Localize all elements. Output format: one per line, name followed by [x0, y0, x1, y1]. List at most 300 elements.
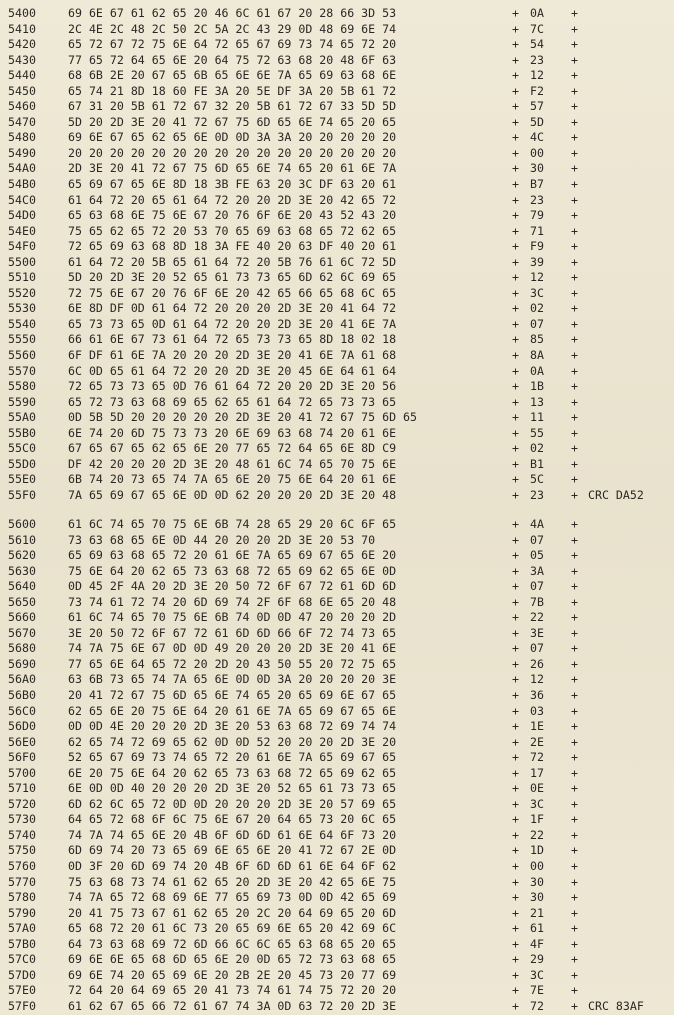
plus-sign: + — [512, 177, 519, 192]
row-hex-bytes: 65 73 73 65 0D 61 64 72 20 20 2D 3E 20 41 6E 7A — [68, 316, 397, 331]
row-address: 57E0 — [8, 983, 36, 998]
plus-sign: + — [512, 672, 519, 687]
row-address: 57C0 — [8, 952, 36, 967]
hex-row — [0, 750, 674, 766]
plus-sign: + — [512, 656, 519, 671]
row-address: 5550 — [8, 332, 36, 347]
row-address: 5660 — [8, 610, 36, 625]
plus-sign: + — [571, 998, 578, 1013]
row-checksum: 23 — [530, 192, 544, 207]
plus-sign: + — [571, 641, 578, 656]
plus-sign: + — [512, 890, 519, 905]
plus-sign: + — [512, 750, 519, 765]
plus-sign: + — [512, 719, 519, 734]
row-address: 5770 — [8, 874, 36, 889]
plus-sign: + — [512, 579, 519, 594]
hex-row — [0, 781, 674, 797]
row-checksum: 1D — [530, 843, 544, 858]
row-checksum: 5D — [530, 114, 544, 129]
row-address: 5580 — [8, 379, 36, 394]
row-hex-bytes: 66 61 6E 67 73 61 64 72 65 73 73 65 8D 18 02 18 — [68, 332, 397, 347]
row-checksum: 3C — [530, 796, 544, 811]
row-address: 5730 — [8, 812, 36, 827]
row-hex-bytes: 6C 0D 65 61 64 72 20 20 2D 3E 20 45 6E 64 61 64 — [68, 363, 397, 378]
hex-row — [0, 317, 674, 333]
row-address: 5760 — [8, 859, 36, 874]
hex-row — [0, 332, 674, 348]
plus-sign: + — [512, 441, 519, 456]
row-checksum: 72 — [530, 998, 544, 1013]
row-hex-bytes: 64 73 63 68 69 72 6D 66 6C 6C 65 63 68 65 20 65 — [68, 936, 397, 951]
row-hex-bytes: 74 7A 75 6E 67 0D 0D 49 20 20 20 2D 3E 20 41 6E — [68, 641, 397, 656]
row-address: 5650 — [8, 594, 36, 609]
row-hex-bytes: 69 6E 67 61 62 65 20 46 6C 61 67 20 28 66 3D 53 — [68, 6, 397, 20]
row-checksum: 26 — [530, 656, 544, 671]
row-address: 54F0 — [8, 239, 36, 254]
block-crc: CRC DA52 — [588, 487, 644, 502]
row-address: 5640 — [8, 579, 36, 594]
plus-sign: + — [571, 301, 578, 316]
plus-sign: + — [571, 719, 578, 734]
row-checksum: 30 — [530, 874, 544, 889]
plus-sign: + — [512, 363, 519, 378]
row-checksum: B1 — [530, 456, 544, 471]
row-hex-bytes: 63 6B 73 65 74 7A 65 6E 0D 0D 3A 20 20 20 20 3E — [68, 672, 397, 687]
row-checksum: 02 — [530, 301, 544, 316]
plus-sign: + — [512, 921, 519, 936]
hex-row — [0, 6, 674, 22]
row-checksum: 7B — [530, 594, 544, 609]
row-hex-bytes: 7A 65 69 67 65 6E 0D 0D 62 20 20 20 2D 3E 20 48 — [68, 487, 397, 502]
plus-sign: + — [571, 672, 578, 687]
row-checksum: 1E — [530, 719, 544, 734]
plus-sign: + — [571, 425, 578, 440]
row-hex-bytes: 20 41 72 67 75 6D 65 6E 74 65 20 65 69 6E 67 65 — [68, 688, 397, 703]
row-address: 5630 — [8, 563, 36, 578]
plus-sign: + — [512, 68, 519, 83]
plus-sign: + — [571, 239, 578, 254]
row-hex-bytes: 20 20 20 20 20 20 20 20 20 20 20 20 20 20 20 20 — [68, 145, 397, 160]
row-address: 57A0 — [8, 921, 36, 936]
row-checksum: 2E — [530, 734, 544, 749]
row-address: 5590 — [8, 394, 36, 409]
row-address: 5530 — [8, 301, 36, 316]
row-address: 5510 — [8, 270, 36, 285]
hex-row — [0, 99, 674, 115]
row-checksum: 23 — [530, 487, 544, 502]
hex-row — [0, 843, 674, 859]
plus-sign: + — [571, 890, 578, 905]
hex-row — [0, 968, 674, 984]
row-checksum: 00 — [530, 859, 544, 874]
plus-sign: + — [571, 285, 578, 300]
plus-sign: + — [512, 208, 519, 223]
plus-sign: + — [512, 827, 519, 842]
plus-sign: + — [571, 579, 578, 594]
plus-sign: + — [571, 688, 578, 703]
plus-sign: + — [512, 812, 519, 827]
row-hex-bytes: 65 69 67 65 6E 8D 18 3B FE 63 20 3C DF 63 20 61 — [68, 177, 397, 192]
hex-row — [0, 301, 674, 317]
row-hex-bytes: 0D 3F 20 6D 69 74 20 4B 6F 6D 6D 61 6E 64 6F 62 — [68, 859, 397, 874]
plus-sign: + — [571, 781, 578, 796]
row-hex-bytes: 6D 69 74 20 73 65 69 6E 65 6E 20 41 72 67 2E 0D — [68, 843, 397, 858]
row-address: 5560 — [8, 348, 36, 363]
row-checksum: 3C — [530, 285, 544, 300]
plus-sign: + — [512, 594, 519, 609]
row-checksum: 29 — [530, 952, 544, 967]
plus-sign: + — [512, 145, 519, 160]
plus-sign: + — [512, 487, 519, 502]
row-checksum: 17 — [530, 765, 544, 780]
plus-sign: + — [512, 192, 519, 207]
plus-sign: + — [512, 37, 519, 52]
plus-sign: + — [571, 348, 578, 363]
hex-dump-block-1 — [0, 6, 674, 504]
row-hex-bytes: 69 6E 67 65 62 65 6E 0D 0D 3A 3A 20 20 20 20 20 — [68, 130, 397, 145]
row-address: 5520 — [8, 285, 36, 300]
hex-row — [0, 983, 674, 999]
plus-sign: + — [571, 208, 578, 223]
row-address: 57D0 — [8, 967, 36, 982]
plus-sign: + — [512, 688, 519, 703]
row-address: 5780 — [8, 890, 36, 905]
row-address: 5490 — [8, 145, 36, 160]
row-checksum: F2 — [530, 83, 544, 98]
plus-sign: + — [512, 641, 519, 656]
row-hex-bytes: 72 64 20 64 69 65 20 41 73 74 61 74 75 72 20 20 — [68, 983, 397, 998]
row-hex-bytes: 6E 74 20 6D 75 73 73 20 6E 69 63 68 74 20 61 6E — [68, 425, 397, 440]
plus-sign: + — [512, 394, 519, 409]
plus-sign: + — [512, 765, 519, 780]
row-hex-bytes: 75 65 62 65 72 20 53 70 65 69 63 68 65 72 62 65 — [68, 223, 397, 238]
plus-sign: + — [571, 656, 578, 671]
row-checksum: 03 — [530, 703, 544, 718]
plus-sign: + — [512, 6, 519, 20]
row-hex-bytes: 77 65 6E 64 65 72 20 2D 20 43 50 55 20 72 75 65 — [68, 656, 397, 671]
row-checksum: 30 — [530, 161, 544, 176]
row-checksum: 36 — [530, 688, 544, 703]
plus-sign: + — [512, 936, 519, 951]
row-address: 54B0 — [8, 177, 36, 192]
hex-row — [0, 270, 674, 286]
row-checksum: 57 — [530, 99, 544, 114]
row-checksum: 07 — [530, 532, 544, 547]
row-checksum: 22 — [530, 827, 544, 842]
plus-sign: + — [571, 936, 578, 951]
row-address: 55E0 — [8, 472, 36, 487]
row-hex-bytes: 73 74 61 72 74 20 6D 69 74 2F 6F 68 6E 65 20 48 — [68, 594, 397, 609]
row-address: 5410 — [8, 21, 36, 36]
row-checksum: 0E — [530, 781, 544, 796]
plus-sign: + — [571, 487, 578, 502]
plus-sign: + — [571, 332, 578, 347]
row-hex-bytes: 6E 8D DF 0D 61 64 72 20 20 20 2D 3E 20 41 64 72 — [68, 301, 397, 316]
plus-sign: + — [512, 967, 519, 982]
hex-row — [0, 130, 674, 146]
row-hex-bytes: 75 63 68 73 74 61 62 65 20 2D 3E 20 42 65 6E 75 — [68, 874, 397, 889]
hex-row — [0, 952, 674, 968]
row-hex-bytes: 62 65 74 72 69 65 62 0D 0D 52 20 20 20 2D 3E 20 — [68, 734, 397, 749]
hex-row — [0, 472, 674, 488]
hex-row — [0, 859, 674, 875]
hex-row — [0, 457, 674, 473]
plus-sign: + — [571, 316, 578, 331]
row-hex-bytes: 75 6E 64 20 62 65 73 63 68 72 65 69 62 65 6E 0D — [68, 563, 397, 578]
hex-row — [0, 488, 674, 504]
row-checksum: 4A — [530, 517, 544, 531]
row-checksum: 07 — [530, 641, 544, 656]
plus-sign: + — [571, 625, 578, 640]
plus-sign: + — [571, 6, 578, 20]
row-hex-bytes: 65 72 73 63 68 69 65 62 65 61 64 72 65 73 73 65 — [68, 394, 397, 409]
row-hex-bytes: 72 75 6E 67 20 76 6F 6E 20 42 65 66 65 68 6C 65 — [68, 285, 397, 300]
plus-sign: + — [571, 921, 578, 936]
plus-sign: + — [571, 52, 578, 67]
hex-row — [0, 719, 674, 735]
row-hex-bytes: 67 65 67 65 62 65 6E 20 77 65 72 64 65 6E 8D C9 — [68, 441, 397, 456]
hex-row — [0, 688, 674, 704]
hex-row — [0, 812, 674, 828]
plus-sign: + — [571, 532, 578, 547]
plus-sign: + — [571, 99, 578, 114]
plus-sign: + — [512, 83, 519, 98]
row-checksum: 7C — [530, 21, 544, 36]
row-address: 5430 — [8, 52, 36, 67]
plus-sign: + — [571, 161, 578, 176]
row-hex-bytes: 61 62 67 65 66 72 61 67 74 3A 0D 63 72 20 2D 3E — [68, 998, 397, 1013]
row-address: 5750 — [8, 843, 36, 858]
plus-sign: + — [571, 843, 578, 858]
row-hex-bytes: 74 7A 74 65 6E 20 4B 6F 6D 6D 61 6E 64 6F 73 20 — [68, 827, 397, 842]
plus-sign: + — [512, 796, 519, 811]
hex-row — [0, 890, 674, 906]
plus-sign: + — [571, 703, 578, 718]
row-hex-bytes: 6F DF 61 6E 7A 20 20 20 2D 3E 20 41 6E 7A 61 68 — [68, 348, 397, 363]
hex-row — [0, 115, 674, 131]
row-hex-bytes: 73 63 68 65 6E 0D 44 20 20 20 2D 3E 20 53 70 — [68, 532, 376, 547]
plus-sign: + — [512, 114, 519, 129]
row-checksum: 72 — [530, 750, 544, 765]
row-checksum: 0A — [530, 6, 544, 20]
row-hex-bytes: 6D 62 6C 65 72 0D 0D 20 20 20 2D 3E 20 57 69 65 — [68, 796, 397, 811]
plus-sign: + — [512, 348, 519, 363]
plus-sign: + — [571, 517, 578, 531]
row-checksum: 55 — [530, 425, 544, 440]
plus-sign: + — [571, 734, 578, 749]
plus-sign: + — [571, 967, 578, 982]
row-address: 5600 — [8, 517, 36, 531]
plus-sign: + — [571, 859, 578, 874]
hex-row — [0, 548, 674, 564]
plus-sign: + — [512, 332, 519, 347]
row-address: 56C0 — [8, 703, 36, 718]
block-crc: CRC 83AF — [588, 998, 644, 1013]
hex-row — [0, 239, 674, 255]
plus-sign: + — [571, 68, 578, 83]
plus-sign: + — [512, 52, 519, 67]
plus-sign: + — [512, 532, 519, 547]
plus-sign: + — [571, 905, 578, 920]
plus-sign: + — [571, 192, 578, 207]
hex-row — [0, 161, 674, 177]
hex-row — [0, 937, 674, 953]
row-address: 5720 — [8, 796, 36, 811]
hex-row — [0, 672, 674, 688]
plus-sign: + — [571, 563, 578, 578]
plus-sign: + — [512, 161, 519, 176]
hex-row — [0, 224, 674, 240]
row-checksum: 4C — [530, 130, 544, 145]
hex-row — [0, 37, 674, 53]
plus-sign: + — [512, 316, 519, 331]
plus-sign: + — [571, 750, 578, 765]
row-hex-bytes: 68 6B 2E 20 67 65 6B 65 6E 6E 7A 65 69 63 68 6E — [68, 68, 397, 83]
row-hex-bytes: 77 65 72 64 65 6E 20 64 75 72 63 68 20 48 6F 63 — [68, 52, 397, 67]
row-address: 55B0 — [8, 425, 36, 440]
hex-row — [0, 193, 674, 209]
hex-row — [0, 875, 674, 891]
plus-sign: + — [571, 472, 578, 487]
hex-row — [0, 595, 674, 611]
plus-sign: + — [571, 441, 578, 456]
row-address: 5690 — [8, 656, 36, 671]
plus-sign: + — [512, 99, 519, 114]
row-address: 56D0 — [8, 719, 36, 734]
row-checksum: 30 — [530, 890, 544, 905]
row-address: 5670 — [8, 625, 36, 640]
plus-sign: + — [571, 827, 578, 842]
row-checksum: 11 — [530, 410, 544, 425]
row-address: 5400 — [8, 6, 36, 20]
row-checksum: 1F — [530, 812, 544, 827]
hex-row — [0, 517, 674, 533]
row-hex-bytes: 69 6E 6E 65 68 6D 65 6E 20 0D 65 72 73 63 68 65 — [68, 952, 397, 967]
row-hex-bytes: 65 74 21 8D 18 60 FE 3A 20 5E DF 3A 20 5B 61 72 — [68, 83, 397, 98]
plus-sign: + — [571, 254, 578, 269]
plus-sign: + — [512, 456, 519, 471]
row-hex-bytes: 61 64 72 20 65 61 64 72 20 20 2D 3E 20 42 65 72 — [68, 192, 397, 207]
row-checksum: 4F — [530, 936, 544, 951]
row-checksum: 3C — [530, 967, 544, 982]
plus-sign: + — [571, 223, 578, 238]
plus-sign: + — [512, 239, 519, 254]
plus-sign: + — [571, 114, 578, 129]
plus-sign: + — [571, 952, 578, 967]
hex-row — [0, 68, 674, 84]
row-address: 5790 — [8, 905, 36, 920]
hex-row — [0, 797, 674, 813]
hex-row — [0, 53, 674, 69]
row-hex-bytes: 2D 3E 20 41 72 67 75 6D 65 6E 74 65 20 61 6E 7A — [68, 161, 397, 176]
plus-sign: + — [512, 905, 519, 920]
row-hex-bytes: 0D 45 2F 4A 20 2D 3E 20 50 72 6F 67 72 61 6D 6D — [68, 579, 397, 594]
row-address: 54D0 — [8, 208, 36, 223]
plus-sign: + — [571, 21, 578, 36]
row-checksum: 23 — [530, 52, 544, 67]
row-hex-bytes: 74 7A 65 72 68 69 6E 77 65 69 73 0D 0D 42 65 69 — [68, 890, 397, 905]
plus-sign: + — [571, 874, 578, 889]
hex-row — [0, 564, 674, 580]
row-checksum: 0A — [530, 363, 544, 378]
row-checksum: B7 — [530, 177, 544, 192]
row-address: 55D0 — [8, 456, 36, 471]
plus-sign: + — [571, 796, 578, 811]
plus-sign: + — [512, 285, 519, 300]
plus-sign: + — [512, 301, 519, 316]
hex-row — [0, 610, 674, 626]
row-address: 5460 — [8, 99, 36, 114]
row-address: 55F0 — [8, 487, 36, 502]
row-hex-bytes: 69 6E 74 20 65 69 6E 20 2B 2E 20 45 73 20 77 69 — [68, 967, 397, 982]
hex-row — [0, 828, 674, 844]
row-checksum: 02 — [530, 441, 544, 456]
plus-sign: + — [571, 83, 578, 98]
row-address: 5610 — [8, 532, 36, 547]
row-checksum: 79 — [530, 208, 544, 223]
row-address: 56B0 — [8, 688, 36, 703]
hex-row — [0, 641, 674, 657]
row-address: 56E0 — [8, 734, 36, 749]
hex-row — [0, 533, 674, 549]
plus-sign: + — [512, 270, 519, 285]
hex-row — [0, 704, 674, 720]
plus-sign: + — [571, 610, 578, 625]
hex-row — [0, 999, 674, 1015]
row-hex-bytes: 5D 20 2D 3E 20 52 65 61 73 73 65 6D 62 6C 69 65 — [68, 270, 397, 285]
hex-row — [0, 395, 674, 411]
hex-row — [0, 921, 674, 937]
plus-sign: + — [512, 254, 519, 269]
row-checksum: 1B — [530, 379, 544, 394]
plus-sign: + — [512, 983, 519, 998]
hex-row — [0, 348, 674, 364]
hex-row — [0, 441, 674, 457]
row-hex-bytes: 61 64 72 20 5B 65 61 64 72 20 5B 76 61 6C 72 5D — [68, 254, 397, 269]
row-checksum: 3A — [530, 563, 544, 578]
plus-sign: + — [512, 734, 519, 749]
row-address: 5450 — [8, 83, 36, 98]
plus-sign: + — [512, 843, 519, 858]
plus-sign: + — [571, 594, 578, 609]
row-checksum: 3E — [530, 625, 544, 640]
hex-dump-block-2 — [0, 517, 674, 1015]
row-checksum: 22 — [530, 610, 544, 625]
row-checksum: 5C — [530, 472, 544, 487]
plus-sign: + — [512, 223, 519, 238]
row-checksum: 54 — [530, 37, 544, 52]
plus-sign: + — [512, 379, 519, 394]
row-address: 5740 — [8, 827, 36, 842]
plus-sign: + — [512, 781, 519, 796]
plus-sign: + — [512, 130, 519, 145]
row-hex-bytes: 5D 20 2D 3E 20 41 72 67 75 6D 65 6E 74 65 20 65 — [68, 114, 397, 129]
row-checksum: 12 — [530, 68, 544, 83]
plus-sign: + — [512, 548, 519, 563]
row-hex-bytes: 67 31 20 5B 61 72 67 32 20 5B 61 72 67 33 5D 5D — [68, 99, 397, 114]
plus-sign: + — [512, 563, 519, 578]
hex-row — [0, 286, 674, 302]
plus-sign: + — [512, 859, 519, 874]
plus-sign: + — [571, 145, 578, 160]
plus-sign: + — [571, 765, 578, 780]
plus-sign: + — [571, 37, 578, 52]
row-checksum: 05 — [530, 548, 544, 563]
row-hex-bytes: 65 63 68 6E 75 6E 67 20 76 6F 6E 20 43 52 43 20 — [68, 208, 397, 223]
row-address: 5680 — [8, 641, 36, 656]
row-checksum: 13 — [530, 394, 544, 409]
row-checksum: 07 — [530, 316, 544, 331]
